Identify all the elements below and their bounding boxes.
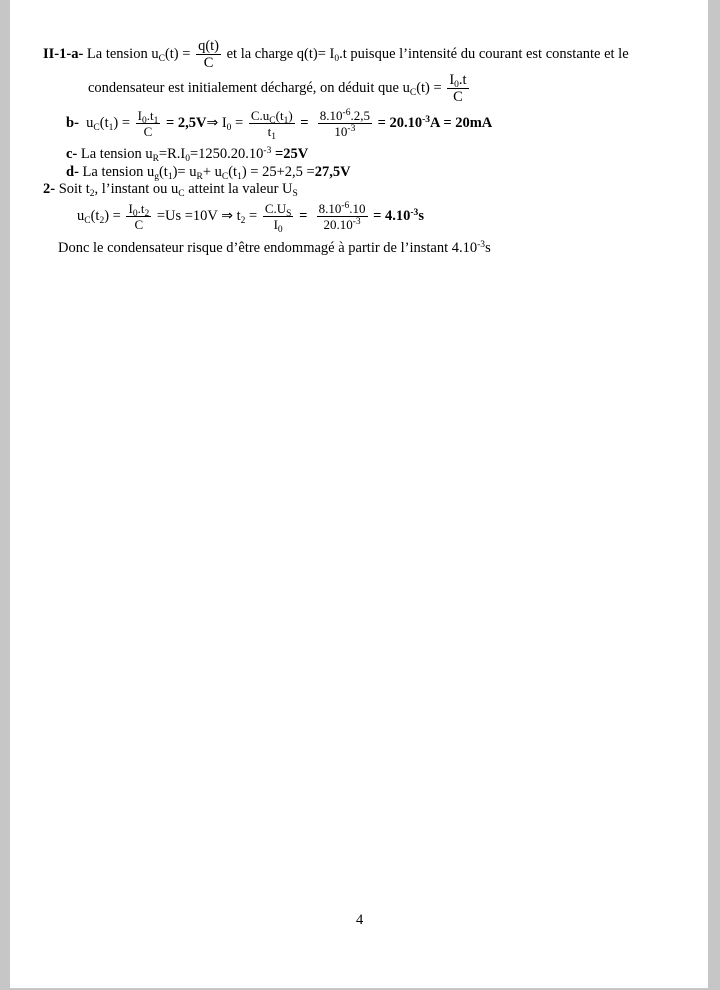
fraction-q-over-c: $\frac{q(t)}{C}$ — [198, 38, 219, 71]
fraction-numeric-2: $\frac{8.10^{-6}.10}{20.10^{-3}}$ — [318, 201, 366, 232]
fraction-cuc-over-t1: $\frac{C.u_C(t_1)}{t_1}$ — [250, 108, 293, 142]
question-ii-1-a-line-1: II-1-a- La tension $u_C(t)$ = $\frac{q(t)}{C}$ et la charge $q(t)= I_0.t$ puisque l’intensité du courant est constante et le — [43, 38, 629, 71]
fraction-i0t2-over-c: $\frac{I_0.t_2}{C}$ — [128, 201, 150, 232]
implies-arrow-icon: ⇒ — [221, 207, 233, 224]
question-label: II-1-a- — [43, 45, 84, 62]
question-2-equation: $u_C(t_2)$ = $\frac{I_0.t_2}{C}$ =Us =10V ⇒ $t_2$ = $\frac{C.U_S}{I_0}$ = $\frac{8.10^{-6}.10}{20.10^{-3}}$ = $4.10^{-3}s$ — [77, 201, 424, 235]
result-c: =25V — [274, 146, 309, 162]
question-label: 2- — [43, 181, 56, 197]
document-page — [10, 0, 708, 988]
result-d: 27,5V — [314, 164, 351, 180]
question-label: b- — [66, 114, 79, 131]
conclusion-line: Donc le condensateur risque d’être endommagé à partir de l’instant $4.10^{-3}s$ — [58, 240, 491, 256]
fraction-i0t-over-c: $\frac{I_0.t}{C}$ — [449, 72, 467, 105]
page-number: 4 — [356, 912, 364, 928]
question-c-line: c- La tension $u_R=R.I_0=1250.20.10^{-3} =25V$ — [66, 146, 309, 164]
question-d-line: d- La tension $u_g(t_1)= u_R+ u_C(t_1) = 25+2,5 =27,5V$ — [66, 164, 351, 182]
result-2: = $4.10^{-3}s$ — [373, 207, 424, 224]
question-b-line: b- $u_C(t_1)$ = $\frac{I_0.t_1}{C}$ = 2,5V⇒ $I_0$ = $\frac{C.u_C(t_1)}{t_1}$ = $\frac{8.10^{-6}.2,5}{10^{-3}}$ = $20.10^{-3}A = 20mA$ — [66, 108, 493, 142]
question-2-line: 2- Soit $t_2$, l’instant ou $u_C$ atteint la valeur $U_S$ — [43, 181, 298, 199]
fraction-i0t1-over-c: $\frac{I_0.t_1}{C}$ — [137, 108, 159, 139]
question-label: d- — [66, 164, 79, 180]
question-ii-1-a-line-2: condensateur est initialement déchargé, on déduit que $u_C(t)$ = $\frac{I_0.t}{C}$ — [88, 72, 467, 105]
result-b: = $20.10^{-3}A = 20mA$ — [377, 114, 493, 131]
fraction-numeric-b: $\frac{8.10^{-6}.2,5}{10^{-3}}$ — [319, 108, 370, 139]
fraction-cus-over-i0: $\frac{C.U_S}{I_0}$ — [264, 201, 292, 235]
question-label: c- — [66, 146, 78, 162]
implies-arrow-icon: ⇒ — [206, 114, 219, 131]
